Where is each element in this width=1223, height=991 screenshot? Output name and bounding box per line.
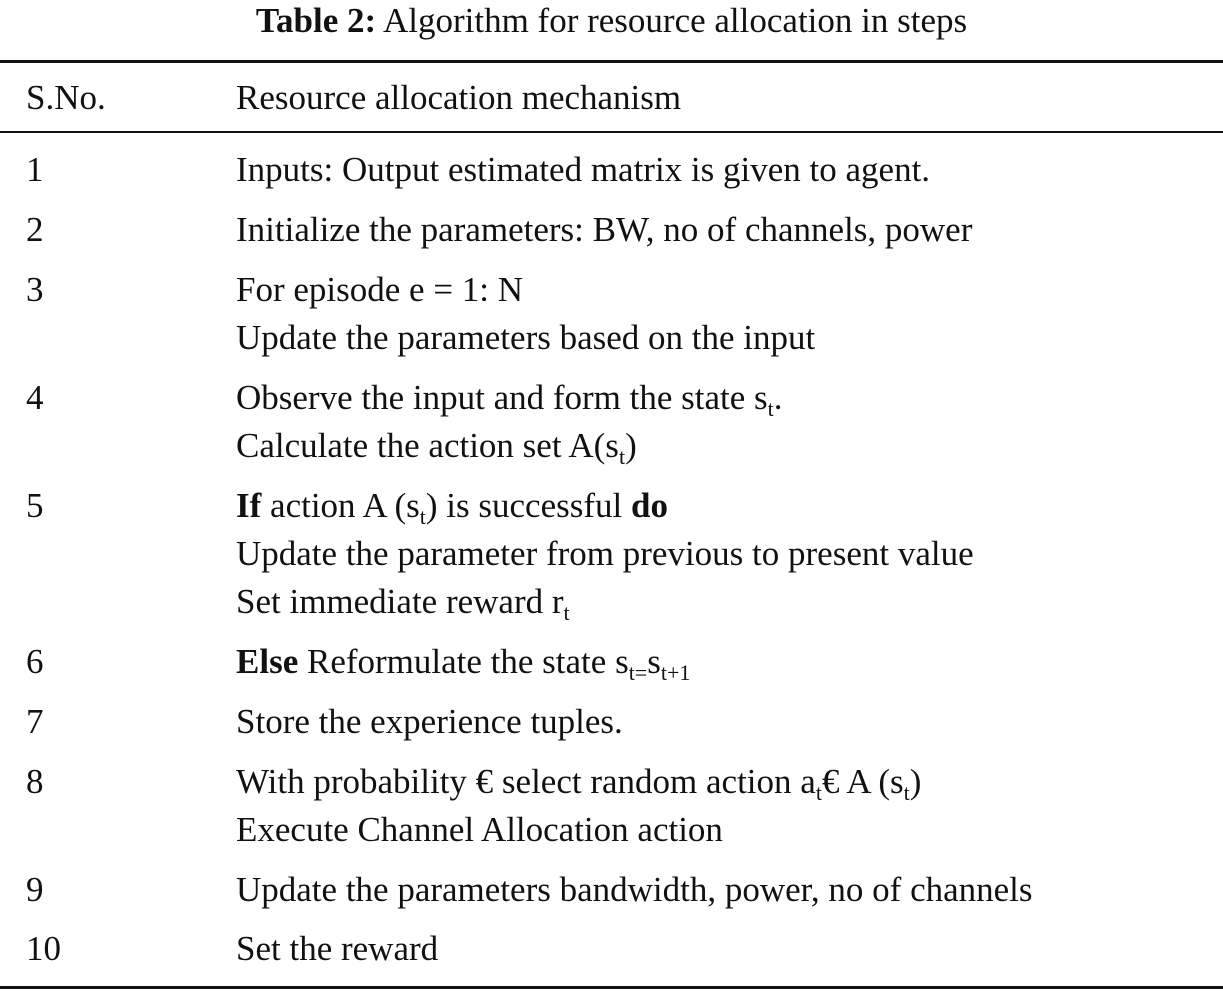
row-line <box>236 578 974 626</box>
table-caption-label: Table 2: <box>255 1 377 40</box>
row-text <box>236 206 972 254</box>
header-mechanism: Resource allocation mechanism <box>236 78 682 117</box>
row-line: Update the parameters bandwidth, power, no of channels <box>236 870 1033 909</box>
subscript: t <box>903 780 910 805</box>
table-top-rule <box>0 60 1223 63</box>
table-bottom-rule <box>0 986 1223 989</box>
row-number: 8 <box>26 762 44 801</box>
row-text <box>236 866 1033 914</box>
row-number: 9 <box>26 870 44 909</box>
row-line: For episode e = 1: N <box>236 270 524 309</box>
row-text-segment: ) is successful <box>425 486 631 525</box>
row-line: Set the reward <box>236 929 439 968</box>
row-text-segment: With probability € select random action a <box>236 762 816 801</box>
subscript: t <box>563 600 570 625</box>
row-text <box>236 758 921 854</box>
subscript: t+1 <box>660 660 691 685</box>
row-number: 2 <box>26 210 44 249</box>
row-text-segment: . <box>773 378 783 417</box>
row-line: Store the experience tuples. <box>236 702 623 741</box>
row-line <box>236 422 783 470</box>
row-line <box>236 638 690 686</box>
subscript: t <box>815 780 822 805</box>
row-number: 3 <box>26 270 44 309</box>
table-caption-text: Algorithm for resource allocation in steps <box>382 1 968 40</box>
row-text-segment: € A (s <box>821 762 904 801</box>
row-text-segment: s <box>647 642 661 681</box>
row-text-segment: Set immediate reward r <box>236 582 564 621</box>
row-number: 5 <box>26 486 44 525</box>
row-number: 1 <box>26 150 44 189</box>
row-line <box>236 758 921 806</box>
row-line: Update the parameter from previous to present value <box>236 534 974 573</box>
row-text <box>236 374 783 470</box>
row-text-segment: Reformulate the state s <box>298 642 629 681</box>
subscript: t= <box>628 660 648 685</box>
subscript: t <box>419 504 426 529</box>
row-line: Initialize the parameters: BW, no of channels, power <box>236 210 973 249</box>
row-text-segment: ) <box>625 426 637 465</box>
row-line <box>236 374 783 422</box>
keyword-else: Else <box>236 642 299 681</box>
keyword-do: do <box>630 486 668 525</box>
row-line: Execute Channel Allocation action <box>236 810 723 849</box>
row-text-segment: Calculate the action set A(s <box>236 426 619 465</box>
table-caption <box>0 0 1223 42</box>
keyword-if: If <box>236 486 262 525</box>
row-text-segment: ) <box>909 762 922 801</box>
row-text <box>236 482 974 626</box>
row-line: Inputs: Output estimated matrix is given to agent. <box>236 150 931 189</box>
row-number: 4 <box>26 378 44 417</box>
row-number: 6 <box>26 642 44 681</box>
subscript: t <box>767 396 774 421</box>
row-text <box>236 266 815 362</box>
row-number: 7 <box>26 702 44 741</box>
row-text-segment: Observe the input and form the state s <box>236 378 768 417</box>
row-text <box>236 925 438 973</box>
row-text <box>236 638 690 686</box>
subscript: t <box>618 444 626 469</box>
row-text <box>236 698 623 746</box>
row-line: Update the parameters based on the input <box>236 318 816 357</box>
table-header-rule <box>0 131 1223 133</box>
row-text-segment: action A (s <box>261 486 420 525</box>
row-text <box>236 146 930 194</box>
header-sno: S.No. <box>26 78 106 117</box>
row-number: 10 <box>26 929 61 968</box>
row-line <box>236 482 974 530</box>
